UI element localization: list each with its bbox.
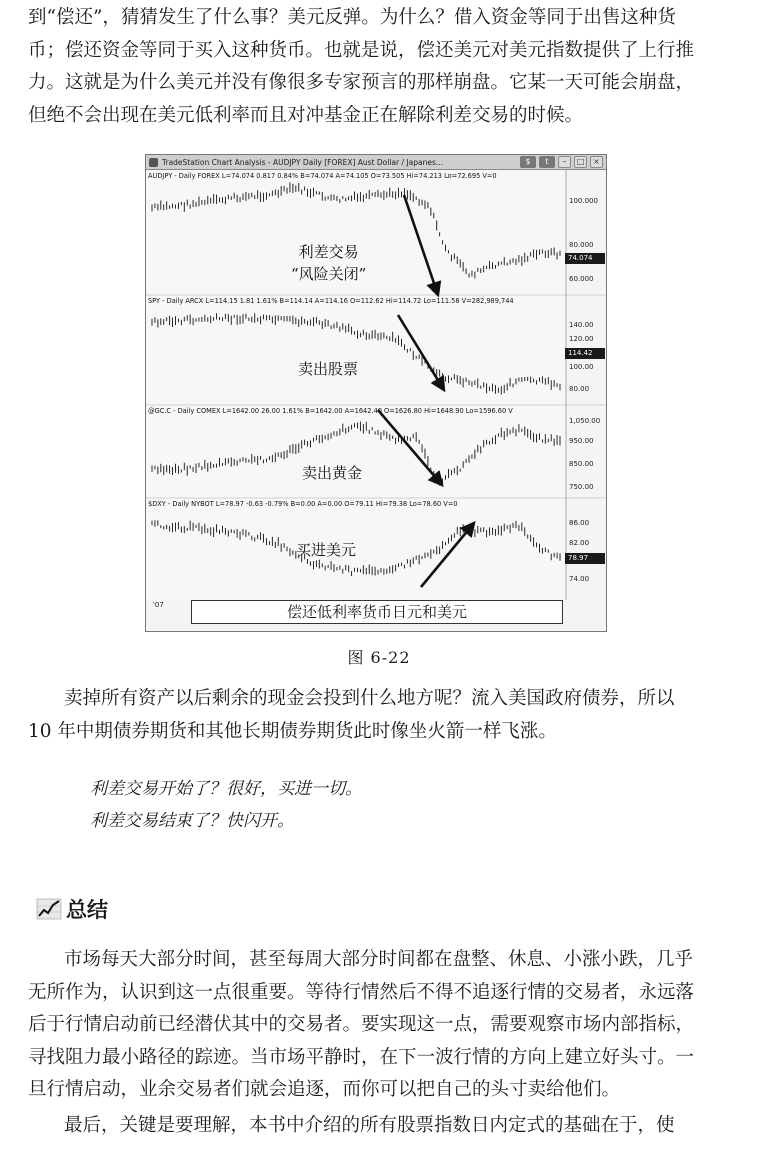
- axis-tick: 80.000: [569, 241, 594, 249]
- axis-tick: 850.00: [569, 460, 594, 468]
- axis-tick: 80.00: [569, 385, 590, 393]
- section-title: 总结: [66, 898, 108, 922]
- text-line: 币；偿还资金等同于买入这种货币。也就是说，偿还美元对美元指数提供了上行推: [28, 39, 695, 61]
- text-line: 但绝不会出现在美元低利率而且对冲基金正在解除利差交易的时候。: [28, 104, 584, 126]
- price-tag-dxy: 78.97: [565, 553, 605, 564]
- panel-header-gold: @GC.C - Daily COMEX L=1642.00 26.00 1.61% B=1642.00 A=1642.40 O=1626.80 Hi=1648.90 Lo=1596.60 V: [148, 407, 513, 415]
- price-chart-canvas: [146, 170, 606, 600]
- axis-tick: 100.000: [569, 197, 598, 205]
- text-line: 市场每天大部分时间，甚至每周大部分时间都在盘整、休息、小涨小跌，几乎: [64, 949, 694, 970]
- titlebar-buttons: [520, 156, 603, 168]
- chart-trend-icon: [36, 898, 62, 920]
- axis-tick: 1,050.00: [569, 417, 601, 425]
- figure-label: 图 6-22: [347, 648, 411, 667]
- chart-figure: [145, 154, 607, 632]
- text-line: 后于行情启动前已经潜伏其中的交易者。要实现这一点，需要观察市场内部指标，: [28, 1014, 695, 1035]
- tool-button[interactable]: t: [539, 156, 555, 168]
- text-line: 旦行情启动，业余交易者们就会追逐，而你可以把自己的头寸卖给他们。: [28, 1079, 621, 1100]
- maximize-icon[interactable]: □: [574, 156, 587, 168]
- axis-tick: 100.00: [569, 363, 594, 371]
- annotation-line: “风险关闭”: [291, 265, 367, 283]
- intro-paragraph: [28, 2, 744, 132]
- panel-header-dxy: $DXY - Daily NYBOT L=78.97 -0.63 -0.79% B=0.00 A=0.00 O=79.11 Hi=79.38 Lo=78.60 V=0: [148, 500, 458, 508]
- text-line: 到“偿还”，猜猜发生了什么事？美元反弹。为什么？借入资金等同于出售这种货: [28, 7, 676, 28]
- text-line: 力。这就是为什么美元并没有像很多专家预言的那样崩盘。它某一天可能会崩盘，: [28, 72, 695, 93]
- axis-tick: 82.00: [569, 539, 590, 547]
- figure-caption-box: 偿还低利率货币日元和美元: [191, 600, 563, 624]
- quote-line: 利差交易开始了？很好，买进一切。: [90, 779, 362, 799]
- text-line: 最后，关键是要理解，本书中介绍的所有股票指数日内定式的基础在于，使: [64, 1115, 675, 1136]
- text-line: 卖掉所有资产以后剩余的现金会投到什么地方呢？流入美国政府债券，所以: [64, 688, 675, 709]
- panel-header-spy: SPY - Daily ARCX L=114.15 1.81 1.61% B=114.14 A=114.16 O=112.62 Hi=114.72 Lo=111.58 V=282,989,744: [148, 297, 514, 305]
- summary-paragraph: [28, 944, 744, 1107]
- text-line: 寻找阻力最小路径的踪迹。当市场平静时，在下一波行情的方向上建立好头寸。一: [28, 1046, 695, 1068]
- window-titlebar: [146, 155, 606, 170]
- quote-line: 利差交易结束了？快闪开。: [90, 811, 294, 831]
- text-line: 10 年中期债券期货和其他长期债券期货此时像坐火箭一样飞涨。: [28, 720, 557, 742]
- axis-tick: 140.00: [569, 321, 594, 329]
- panel-header-audjpy: AUDJPY - Daily FOREX L=74.074 0.817 0.84% B=74.074 A=74.105 O=73.505 Hi=74.213 Lo=72.695 V=0: [148, 172, 497, 180]
- axis-tick: 120.00: [569, 335, 594, 343]
- price-tag-audjpy: 74.074: [565, 253, 605, 264]
- minimize-icon[interactable]: –: [558, 156, 571, 168]
- price-tag-spy: 114.42: [565, 348, 605, 359]
- axis-tick: 950.00: [569, 437, 594, 445]
- year-label: '07: [153, 601, 164, 609]
- annotation-sell-stocks: 卖出股票: [298, 360, 359, 378]
- paragraph-2: [28, 683, 744, 748]
- axis-tick: 86.00: [569, 519, 590, 527]
- annotation-sell-gold: 卖出黄金: [302, 464, 363, 482]
- axis-tick: 750.00: [569, 483, 594, 491]
- window-title: TradeStation Chart Analysis - AUDJPY Daily [FOREX] Aust Dollar / Japanes...: [162, 158, 443, 167]
- last-paragraph: [28, 1110, 744, 1143]
- plot-area: [146, 170, 566, 600]
- annotation-line: 利差交易: [298, 243, 359, 261]
- section-heading: [36, 894, 108, 924]
- axis-tick: 74.00: [569, 575, 590, 583]
- close-icon[interactable]: ×: [590, 156, 603, 168]
- dollar-button[interactable]: $: [520, 156, 536, 168]
- text-line: 无所作为，认识到这一点很重要。等待行情然后不得不追逐行情的交易者，永远落: [28, 981, 695, 1003]
- annotation-carry-trade: [291, 241, 366, 285]
- app-icon: [149, 158, 158, 167]
- axis-tick: 60.000: [569, 275, 594, 283]
- annotation-buy-dollar: 买进美元: [296, 541, 357, 559]
